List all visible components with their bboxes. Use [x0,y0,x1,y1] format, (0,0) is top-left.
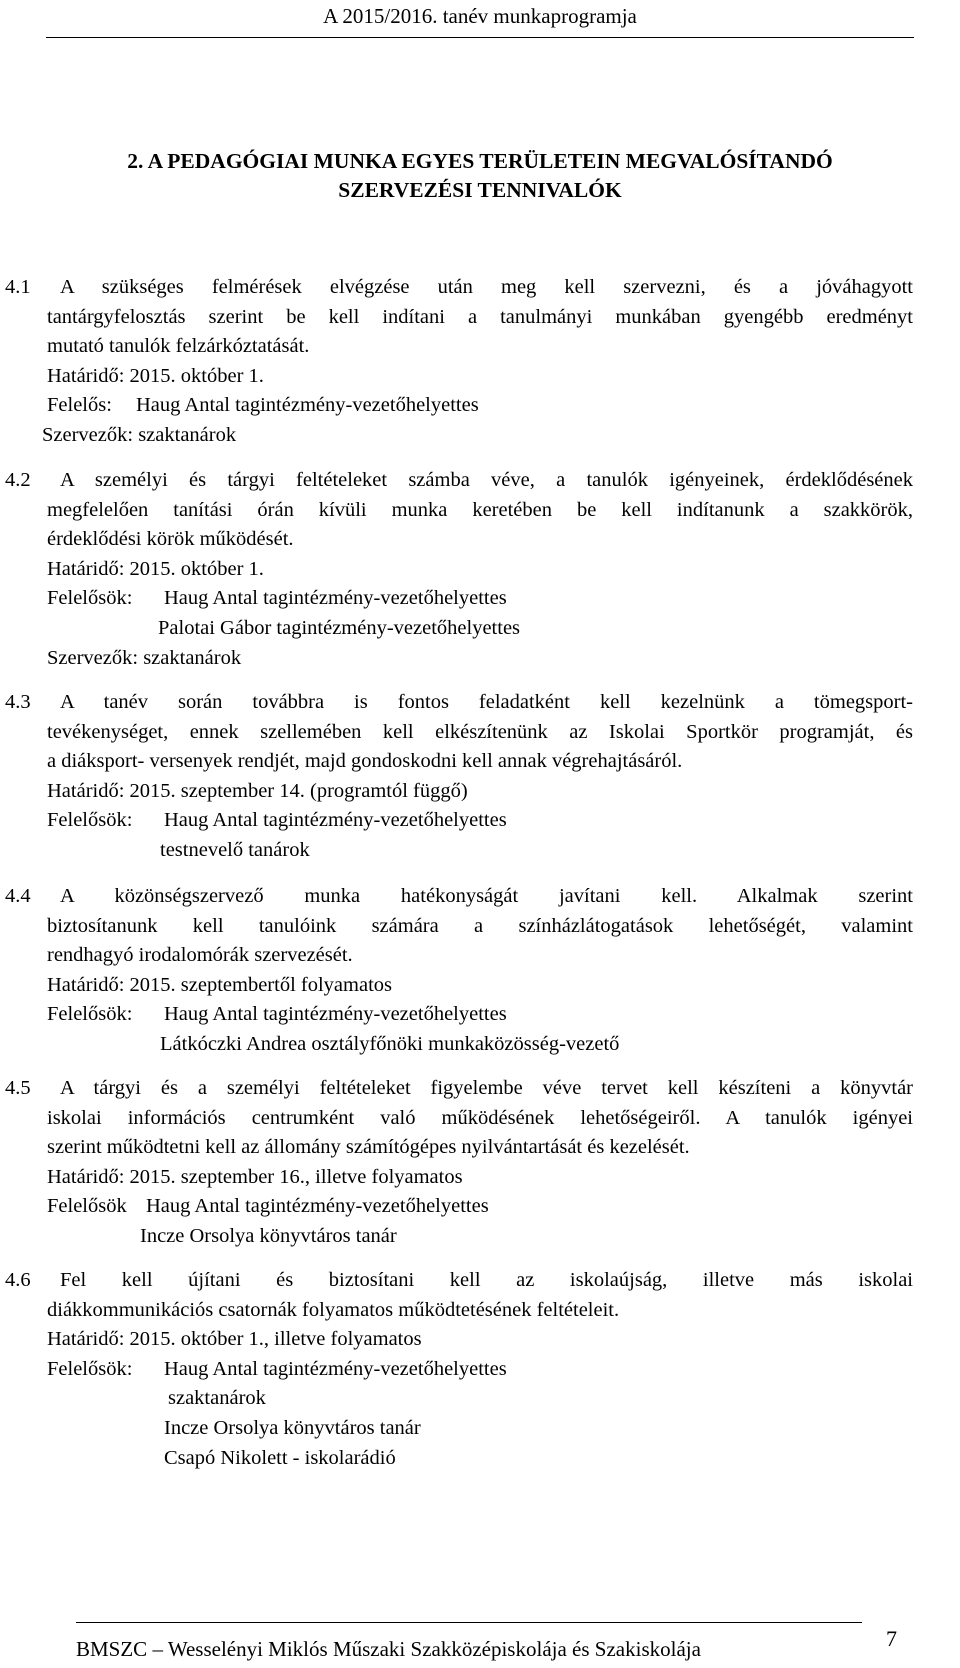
section-4-2 [0,466,960,673]
responsible-person: szaktanárok [168,1387,266,1410]
section-text-line: rendhagyó irodalomórák szervezését. [47,944,353,967]
section-text-line: a diáksport- versenyek rendjét, majd gondoskodni kell annak végrehajtásáról. [47,750,683,773]
deadline: Határidő: 2015. szeptembertől folyamatos [47,973,392,996]
responsible-label: Felelősök [47,1195,127,1218]
page-number: 7 [886,1626,897,1651]
section-4-5 [0,1074,960,1252]
section-text-line: Fel kell újítani és biztosítani kell az iskolaújság, illetve más iskolai [60,1269,913,1291]
section-text-line: iskolai információs centrumként való működésének lehetőségeiről. A tanulók igényei [47,1106,913,1129]
responsible-person: Haug Antal tagintézmény-vezetőhelyettes [146,1195,489,1218]
section-text-line: megfelelően tanítási órán kívüli munka keretében be kell indítanunk a szakkörök, [47,498,913,521]
responsible-person: Haug Antal tagintézmény-vezetőhelyettes [136,394,479,417]
deadline: Határidő: 2015. október 1. [47,364,264,387]
organizers: Szervezők: szaktanárok [42,423,237,446]
responsible-person: Incze Orsolya könyvtáros tanár [164,1416,421,1439]
section-text-line: biztosítanunk kell tanulóink számára a színházlátogatások lehetőségét, valamint [47,914,913,937]
header-divider [46,37,914,38]
running-header: A 2015/2016. tanév munkaprogramja [323,4,637,28]
responsible-label: Felelős: [47,394,112,417]
section-text-line: szerint működtetni kell az állomány számítógépes nyilvántartását és kezelését. [47,1136,690,1159]
responsible-person: Haug Antal tagintézmény-vezetőhelyettes [164,1357,507,1380]
responsible-label: Felelősök: [47,1003,133,1026]
section-text-line: mutató tanulók felzárkóztatását. [47,335,310,358]
section-text-line: A tanév során továbbra is fontos feladatként kell kezelnünk a tömegsport- [60,691,913,713]
section-text-line: A szükséges felmérések elvégzése után meg kell szervezni, és a jóváhagyott [60,276,913,298]
responsible-label: Felelősök: [47,809,133,832]
responsible-person: Látkóczki Andrea osztályfőnöki munkaközösség-vezető [160,1032,620,1055]
section-text-line: diákkommunikációs csatornák folyamatos működtetésének feltételeit. [47,1298,620,1321]
section-text-line: tantárgyfelosztás szerint be kell indítani a tanulmányi munkában gyengébb eredményt [47,305,913,328]
section-4-1 [0,273,960,451]
section-4-6 [0,1266,960,1473]
section-number: 4.5 [5,1077,31,1099]
section-text-line: érdeklődési körök működését. [47,528,294,551]
deadline: Határidő: 2015. október 1. [47,557,264,580]
responsible-label: Felelősök: [47,1357,133,1380]
section-4-3 [0,688,960,866]
chapter-title [0,147,960,205]
responsible-person: testnevelő tanárok [160,838,310,861]
chapter-title-line-2: SZERVEZÉSI TENNIVALÓK [338,178,622,202]
section-text-line: A közönségszervező munka hatékonyságát javítani kell. Alkalmak szerint [60,885,913,907]
responsible-label: Felelősök: [47,587,133,610]
section-number: 4.1 [5,276,31,298]
responsible-person: Csapó Nikolett - iskolarádió [164,1446,396,1469]
responsible-person: Palotai Gábor tagintézmény-vezetőhelyettes [158,616,521,639]
footer-divider [76,1622,862,1623]
responsible-person: Haug Antal tagintézmény-vezetőhelyettes [164,1003,507,1026]
section-number: 4.6 [5,1269,31,1291]
section-text-line: A személyi és tárgyi feltételeket számba véve, a tanulók igényeinek, érdeklődésének [60,469,913,491]
deadline: Határidő: 2015. szeptember 16., illetve folyamatos [47,1165,463,1188]
organizers: Szervezők: szaktanárok [47,646,242,669]
section-text-line: A tárgyi és a személyi feltételeket figyelembe véve tervet kell készíteni a könyvtár [60,1077,913,1099]
responsible-person: Incze Orsolya könyvtáros tanár [140,1224,397,1247]
footer-school-name: BMSZC – Wesselényi Miklós Műszaki Szakközépiskolája és Szakiskolája [76,1637,701,1661]
section-4-4 [0,882,960,1060]
section-number: 4.3 [5,691,31,713]
section-number: 4.4 [5,885,31,907]
section-number: 4.2 [5,469,31,491]
deadline: Határidő: 2015. október 1., illetve folyamatos [47,1328,422,1351]
deadline: Határidő: 2015. szeptember 14. (programtól függő) [47,779,468,802]
section-text-line: tevékenységet, ennek szellemében kell elkészítenünk az Iskolai Sportkör programját, és [47,720,913,743]
responsible-person: Haug Antal tagintézmény-vezetőhelyettes [164,587,507,610]
chapter-title-line-1: 2. A PEDAGÓGIAI MUNKA EGYES TERÜLETEIN MEGVALÓSÍTANDÓ [127,149,833,173]
responsible-person: Haug Antal tagintézmény-vezetőhelyettes [164,809,507,832]
